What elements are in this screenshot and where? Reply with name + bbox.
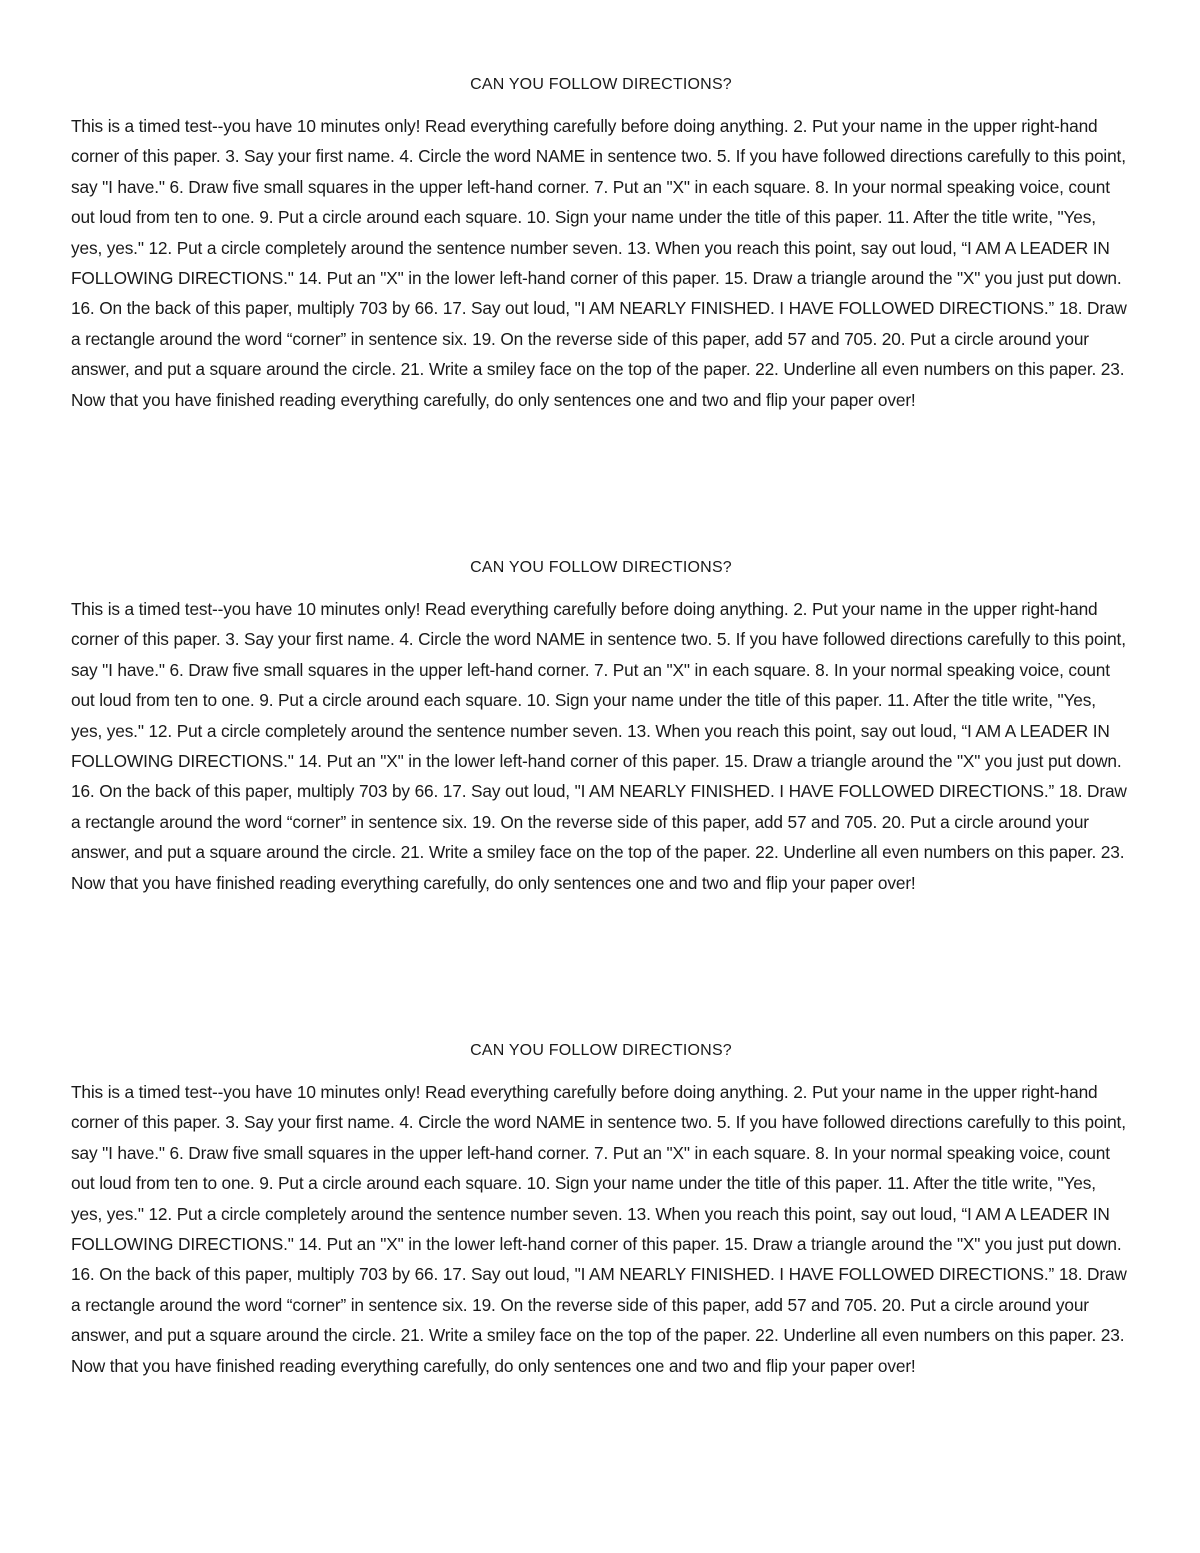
block-body-text: This is a timed test--you have 10 minutes only! Read everything carefully before doing anything. 2. Put your name in the upper right-hand corner of this paper. 3. Say your first name. 4. Circle the word NAME in sentence two. 5. If you have followed directions carefully to this point, say "I have." 6. Draw five small squares in the upper left-hand corner. 7. Put an "X" in each square. 8. In your normal speaking voice, count out loud from ten to one. 9. Put a circle around each square. 10. Sign your name under the title of this paper. 11. After the title write, "Yes, yes, yes." 12. Put a circle completely around the sentence number seven. 13. When you reach this point, say out loud, “I AM A LEADER IN FOLLOWING DIRECTIONS." 14. Put an "X" in the lower left-hand corner of this paper. 15. Draw a triangle around the "X" you just put down. 16. On the back of this paper, multiply 703 by 66. 17. Say out loud, "I AM NEARLY FINISHED. I HAVE FOLLOWED DIRECTIONS.” 18. Draw a rectangle around the word “corner” in sentence six. 19. On the reverse side of this paper, add 57 and 705. 20. Put a circle around your answer, and put a square around the circle. 21. Write a smiley face on the top of the paper. 22. Underline all even numbers on this paper. 23. Now that you have finished reading everything carefully, do only sentences one and two and flip your paper over! — [71, 599, 1127, 893]
directions-block-2 — [71, 556, 1131, 898]
directions-block-3 — [71, 1039, 1131, 1381]
block-body-text: This is a timed test--you have 10 minutes only! Read everything carefully before doing anything. 2. Put your name in the upper right-hand corner of this paper. 3. Say your first name. 4. Circle the word NAME in sentence two. 5. If you have followed directions carefully to this point, say "I have." 6. Draw five small squares in the upper left-hand corner. 7. Put an "X" in each square. 8. In your normal speaking voice, count out loud from ten to one. 9. Put a circle around each square. 10. Sign your name under the title of this paper. 11. After the title write, "Yes, yes, yes." 12. Put a circle completely around the sentence number seven. 13. When you reach this point, say out loud, “I AM A LEADER IN FOLLOWING DIRECTIONS." 14. Put an "X" in the lower left-hand corner of this paper. 15. Draw a triangle around the "X" you just put down. 16. On the back of this paper, multiply 703 by 66. 17. Say out loud, "I AM NEARLY FINISHED. I HAVE FOLLOWED DIRECTIONS.” 18. Draw a rectangle around the word “corner” in sentence six. 19. On the reverse side of this paper, add 57 and 705. 20. Put a circle around your answer, and put a square around the circle. 21. Write a smiley face on the top of the paper. 22. Underline all even numbers on this paper. 23. Now that you have finished reading everything carefully, do only sentences one and two and flip your paper over! — [71, 116, 1127, 410]
directions-block-1 — [71, 73, 1131, 415]
block-body-text: This is a timed test--you have 10 minutes only! Read everything carefully before doing anything. 2. Put your name in the upper right-hand corner of this paper. 3. Say your first name. 4. Circle the word NAME in sentence two. 5. If you have followed directions carefully to this point, say "I have." 6. Draw five small squares in the upper left-hand corner. 7. Put an "X" in each square. 8. In your normal speaking voice, count out loud from ten to one. 9. Put a circle around each square. 10. Sign your name under the title of this paper. 11. After the title write, "Yes, yes, yes." 12. Put a circle completely around the sentence number seven. 13. When you reach this point, say out loud, “I AM A LEADER IN FOLLOWING DIRECTIONS." 14. Put an "X" in the lower left-hand corner of this paper. 15. Draw a triangle around the "X" you just put down. 16. On the back of this paper, multiply 703 by 66. 17. Say out loud, "I AM NEARLY FINISHED. I HAVE FOLLOWED DIRECTIONS.” 18. Draw a rectangle around the word “corner” in sentence six. 19. On the reverse side of this paper, add 57 and 705. 20. Put a circle around your answer, and put a square around the circle. 21. Write a smiley face on the top of the paper. 22. Underline all even numbers on this paper. 23. Now that you have finished reading everything carefully, do only sentences one and two and flip your paper over! — [71, 1082, 1127, 1376]
block-title: CAN YOU FOLLOW DIRECTIONS? — [470, 1042, 732, 1059]
block-title: CAN YOU FOLLOW DIRECTIONS? — [470, 559, 732, 576]
block-title: CAN YOU FOLLOW DIRECTIONS? — [470, 76, 732, 93]
